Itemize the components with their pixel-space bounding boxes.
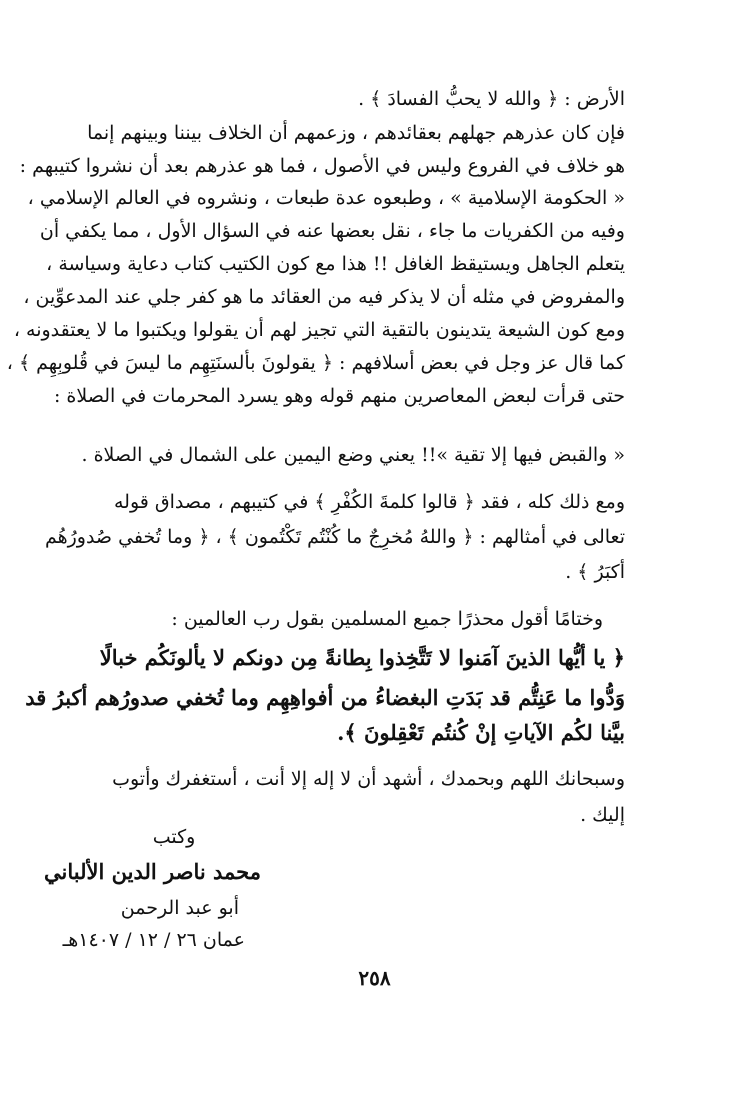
text-line-6: يتعلم الجاهل ويستيقظ الغافل !! هذا مع كون الكتيب كتاب دعاية وسياسة ، xyxy=(46,253,625,275)
signature-wrote: وكتب xyxy=(152,826,196,848)
signature-date: عمان ٢٦ / ١٢ / ١٤٠٧هـ xyxy=(62,929,245,951)
text-line-2: فإن كان عذرهم جهلهم بعقائدهم ، وزعمهم أن الخلاف بيننا وبينهم إنما xyxy=(87,122,625,144)
text-line-10: حتى قرأت لبعض المعاصرين منهم قوله وهو يسرد المحرمات في الصلاة : xyxy=(53,385,625,407)
quote-line-3: بيَّنا لكُم الآياتِ إنْ كُنتُم تَعْقِلونَ ﴾. xyxy=(337,720,625,745)
text-line-14: أكبَرُ ﴾ . xyxy=(565,561,625,583)
text-line-13: تعالى في أمثالهم : ﴿ واللهُ مُخرِجٌ ما كُنْتُم تَكْتُمون ﴾ ، ﴿ وما تُخفي صُدورُهُم xyxy=(44,526,625,548)
text-line-5: وفيه من الكفريات ما جاء ، نقل بعضها عنه في السؤال الأول ، مما يكفي أن xyxy=(39,220,625,242)
signature-name: محمد ناصر الدين الألباني xyxy=(44,859,261,884)
text-line-3: هو خلاف في الفروع وليس في الأصول ، فما هو عذرهم بعد أن نشروا كتيبهم : xyxy=(19,155,625,177)
signature-kunya: أبو عبد الرحمن xyxy=(120,897,239,919)
page-number: ٢٥٨ xyxy=(358,966,391,990)
text-line-4: « الحكومة الإسلامية » ، وطبعوه عدة طبعات ، ونشروه في العالم الإسلامي ، xyxy=(27,187,625,209)
text-line-9: كما قال عز وجل في بعض أسلافهم : ﴿ يقولونَ بألسنَتِهِم ما ليسَ في قُلوبِهِم ﴾ ، xyxy=(6,352,625,374)
quote-line-2: وَدُّوا ما عَنِتُّم قد بَدَتِ البغضاءُ من أفواهِهِم وما تُخفي صدورُهم أكبرُ قد xyxy=(25,685,625,710)
text-line-1: الأرض : ﴿ والله لا يحبُّ الفسادَ ﴾ . xyxy=(358,88,625,110)
text-line-8: ومع كون الشيعة يتدينون بالتقية التي تجيز لهم أن يقولوا ويكتبوا ما لا يعتقدونه ، xyxy=(13,319,625,341)
text-line-7: والمفروض في مثله أن لا يذكر فيه من العقائد ما هو كفر جلي عند المدعوِّين ، xyxy=(23,286,625,308)
text-line-11: « والقبض فيها إلا تقية »!! يعني وضع اليمين على الشمال في الصلاة . xyxy=(81,444,625,466)
text-line-17: إليك . xyxy=(580,804,625,826)
quote-line-1: ﴿ يا أيُّها الذينَ آمَنوا لا تَتَّخِذوا بِطانةً مِن دونكم لا يألونَكُم خبالًا xyxy=(99,645,625,670)
text-line-12: ومع ذلك كله ، فقد ﴿ قالوا كلمةَ الكُفْرِ ﴾ في كتيبهم ، مصداق قوله xyxy=(113,491,625,513)
text-line-16: وسبحانك اللهم وبحمدك ، أشهد أن لا إله إلا أنت ، أستغفرك وأتوب xyxy=(112,768,625,790)
text-line-15: وختامًا أقول محذرًا جميع المسلمين بقول رب العالمين : xyxy=(171,608,603,630)
